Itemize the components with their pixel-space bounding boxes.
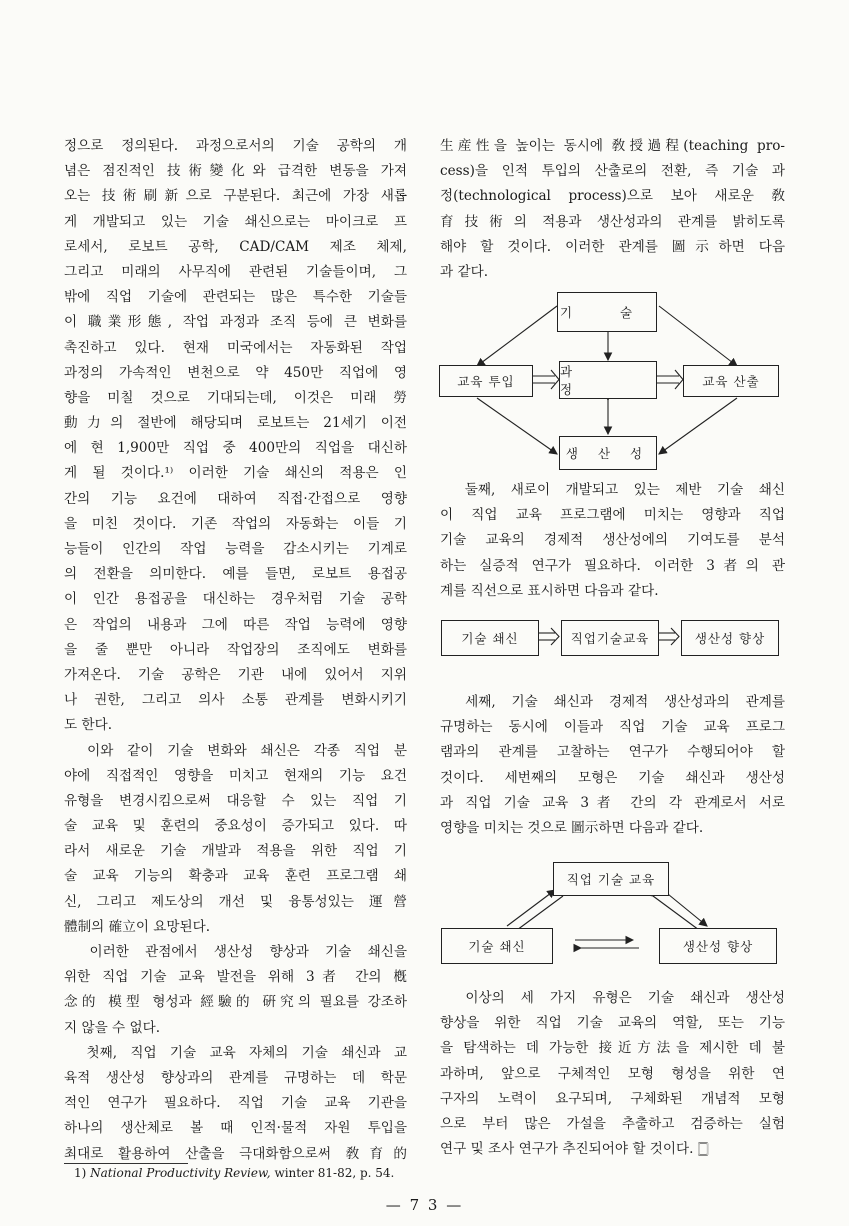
text-line: 으로 부터 많은 가설을 추출하고 검증하는 실험 [440, 1115, 785, 1132]
text-line: 生産性을 높이는 동시에 敎授過程(teaching pro- [440, 138, 785, 154]
text-line: 술 교육 기능의 확충과 교육 훈련 프로그램 쇄 [64, 868, 407, 885]
text-line: 밖에 직업 기술에 관련되는 많은 특수한 기술들 [64, 289, 407, 306]
text-line: 이와 같이 기술 변화와 쇄신은 각종 직업 분 [64, 742, 407, 759]
text-line: 하는 실증적 연구가 필요하다. 이러한 3者의 관 [440, 557, 785, 574]
text-line: 첫째, 직업 기술 교육 자체의 기술 쇄신과 교 [64, 1044, 407, 1061]
text-line: 그리고 미래의 사무직에 관련된 기술들이며, 그 [64, 263, 407, 280]
text-line: 에 현 1,900만 직업 중 400만의 직업을 대신하 [64, 440, 407, 457]
text-line: 體制의 確立이 요망된다. [64, 918, 211, 935]
text-line: 간의 기능 요건에 대하여 직접·간접으로 영향 [64, 490, 407, 507]
text-line: 오는 技術刷新으로 구분된다. 최근에 가장 새롭 [64, 188, 407, 205]
text-line: 기술 교육의 경제적 생산성에의 기여도를 분석 [440, 532, 785, 549]
box-technology: 기 술 [557, 292, 657, 332]
text-line: 로세서, 로보트 공학, CAD/CAM 제조 체제, [64, 238, 407, 255]
box-tri-vocational-education: 직업 기술 교육 [553, 862, 669, 896]
text-line: 을 미친 것이다. 기존 작업의 자동화는 이들 기 [64, 515, 407, 532]
text-line: 이 職業形態, 작업 과정과 조직 등에 큰 변화를 [64, 314, 407, 331]
text-line: 적인 연구가 필요하다. 직업 기술 교육 기관을 [64, 1095, 407, 1112]
text-line: 구자의 노력이 요구되며, 구체화된 개념적 모형 [440, 1090, 785, 1107]
text-line: 촉진하고 있다. 현재 미국에서는 자동화된 작업 [64, 339, 407, 356]
text-line: 나 권한, 그리고 의사 소통 관계를 변화시키기 [64, 692, 407, 709]
text-line: 야에 직접적인 영향을 미치고 현재의 기능 요건 [64, 767, 407, 784]
text-line: 위한 직업 기술 교육 발전을 위해 3者 간의 槪 [64, 969, 407, 986]
text-line: 라서 새로운 기술 개발과 적용을 위한 직업 기 [64, 843, 407, 860]
footnote-detail: winter 81-82, p. 54. [274, 1166, 395, 1180]
diagram-triangular-model [437, 860, 782, 966]
footnote-marker: 1) [74, 1166, 87, 1180]
text-line: 능들이 인간의 작업 능력을 감소시키는 기계로 [64, 541, 407, 557]
box-education-output: 교육 산출 [683, 365, 779, 397]
box-vocational-education: 직업기술교육 [561, 620, 659, 656]
box-education-input: 교육 투입 [439, 365, 533, 397]
text-line: 향상을 위한 직업 기술 교육의 역할, 또는 기능 [440, 1015, 785, 1032]
text-line: 을 탐색하는 데 가능한 接近方法을 제시한 데 불 [440, 1040, 785, 1057]
text-line: 가져온다. 기술 공학은 기관 내에 있어서 지위 [64, 666, 407, 683]
text-line: 이 인간 용접공을 대신하는 경우처럼 기술 공학 [64, 591, 407, 608]
text-line: 지 않을 수 없다. [64, 1019, 161, 1036]
text-line: 하나의 생산체로 볼 때 인적·물적 자원 투입을 [64, 1120, 407, 1137]
text-line: 과 같다. [440, 263, 489, 280]
right-column-bottom [440, 986, 785, 1162]
text-line: 술 교육 및 훈련의 중요성이 증가되고 있다. 따 [64, 818, 407, 835]
footnote-rule [64, 1163, 188, 1164]
text-line: 도 한다. [64, 717, 113, 734]
box-productivity: 생 산 성 [559, 436, 657, 470]
footnote [74, 1166, 394, 1180]
right-column-mid [440, 478, 785, 604]
text-line: 육적 생산성 향상과의 관계를 규명하는 데 학문 [64, 1069, 407, 1086]
text-line: 최대로 활용하여 산출을 극대화함으로써 敎育的 [64, 1145, 407, 1162]
right-column-mid2 [440, 690, 785, 841]
footnote-source: National Productivity Review, [90, 1166, 271, 1180]
text-line: 育技術의 적용과 생산성과의 관계를 밝히도록 [440, 213, 785, 230]
text-line: 연구 및 조사 연구가 추진되어야 할 것이다. 🀆 [440, 1141, 709, 1158]
left-column [64, 134, 407, 1167]
text-line: 이러한 관점에서 생산성 향상과 기술 쇄신을 [64, 944, 407, 960]
text-line: 해야 할 것이다. 이러한 관계를 圖示하면 다음 [440, 238, 785, 255]
text-line: 動力의 절반에 해당되며 로보트는 21세기 이전 [64, 415, 407, 432]
text-line: 정으로 정의된다. 과정으로서의 기술 공학의 개 [64, 138, 407, 154]
box-tri-tech-innovation: 기술 쇄신 [441, 928, 553, 964]
text-line: 세째, 기술 쇄신과 경제적 생산성과의 관계를 [440, 694, 785, 710]
text-line: 이 직업 교육 프로그램에 미치는 영향과 직업 [440, 507, 785, 524]
text-line: 이상의 세 가지 유형은 기술 쇄신과 생산성 [440, 990, 785, 1006]
text-line: 신, 그리고 제도상의 개선 및 융통성있는 運營 [64, 893, 407, 910]
text-line: 념은 점진적인 技術變化와 급격한 변동을 가져 [64, 163, 407, 180]
text-line: 둘째, 새로이 개발되고 있는 제반 기술 쇄신 [440, 482, 785, 498]
text-line: 유형을 변경시킴으로써 대응할 수 있는 직업 기 [64, 792, 407, 809]
page-number: — 7 3 — [385, 1196, 464, 1214]
diagram-linear-model [437, 620, 782, 660]
text-line: 과하며, 앞으로 구체적인 모형 형성을 위한 연 [440, 1065, 785, 1082]
text-line: cess)을 인적 투입의 산출로의 전환, 즉 기술 과 [440, 163, 785, 180]
box-tech-innovation: 기술 쇄신 [441, 620, 539, 656]
text-line: 게 될 것이다.¹⁾ 이러한 기술 쇄신의 적용은 인 [64, 465, 407, 482]
text-line: 의 전환을 의미한다. 예를 들면, 로보트 용접공 [64, 566, 407, 583]
text-line: 과 직업 기술 교육 3者 간의 각 관계로서 서로 [440, 794, 785, 811]
right-column-top [440, 134, 785, 285]
text-line: 규명하는 동시에 이들과 직업 기술 교육 프로그 [440, 719, 785, 736]
text-line: 念的 模型 형성과 經驗的 硏究의 필요를 강조하 [64, 994, 407, 1011]
text-line: 은 작업의 내용과 그에 따른 작업 능력에 영향 [64, 616, 407, 633]
box-productivity-improvement: 생산성 향상 [681, 620, 779, 656]
text-line: 정(technological process)으로 보아 새로운 敎 [440, 188, 785, 205]
text-line: 을 줄 뿐만 아니라 작업장의 조직에도 변화를 [64, 641, 407, 658]
text-line: 과정의 가속적인 변천으로 약 450만 직업에 영 [64, 364, 407, 381]
text-line: 향을 미칠 것으로 기대되는데, 이것은 미래 勞 [64, 389, 407, 406]
text-line: 것이다. 세번째의 모형은 기술 쇄신과 생산성 [440, 769, 785, 786]
text-line: 게 개발되고 있는 기술 쇄신으로는 마이크로 프 [64, 213, 407, 230]
text-line: 영향을 미치는 것으로 圖示하면 다음과 같다. [440, 819, 704, 836]
diagram-technology-process [437, 288, 782, 470]
text-line: 램과의 관계를 고찰하는 연구가 수행되어야 할 [440, 744, 785, 761]
box-process: 과 정 [559, 361, 657, 399]
box-tri-productivity: 생산성 향상 [659, 928, 777, 964]
text-line: 계를 직선으로 표시하면 다음과 같다. [440, 582, 659, 599]
